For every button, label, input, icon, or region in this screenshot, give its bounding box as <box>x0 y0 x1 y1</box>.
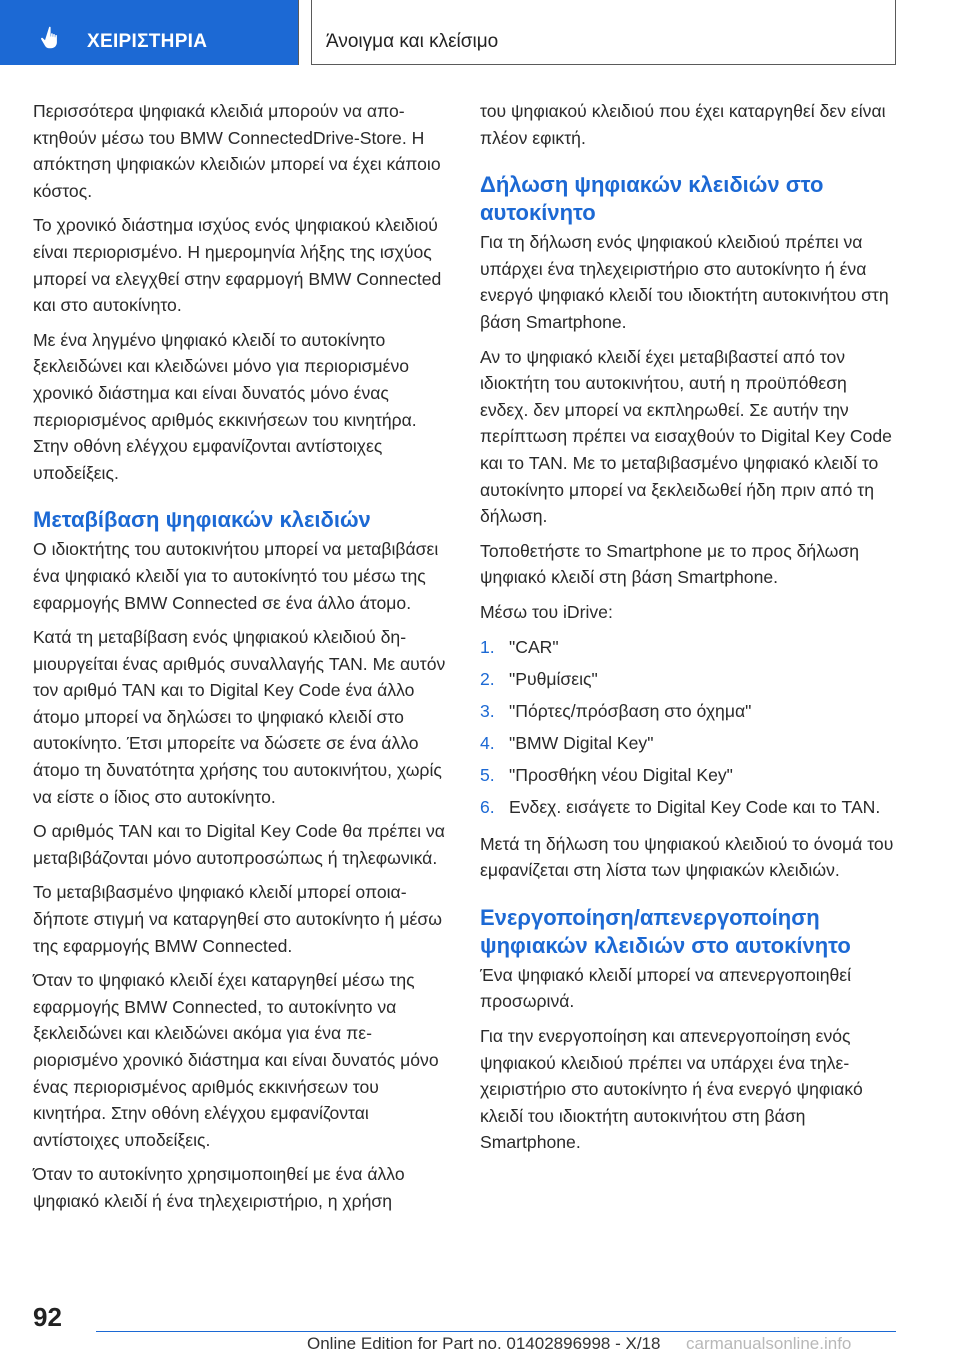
chapter-tab-label: ΧΕΙΡΙΣΤΗΡΙΑ <box>87 31 208 52</box>
list-item <box>480 698 896 725</box>
list-item <box>480 794 896 821</box>
step-text: "Προσθήκη νέου Digital Key" <box>509 764 733 785</box>
header-bottom-rule <box>312 64 896 65</box>
right-column <box>480 98 896 1164</box>
list-item <box>480 634 896 661</box>
paragraph: Ο αριθμός TAN και το Digital Key Code θα πρέπει να μεταβιβάζονται μόνο αυτοπροσώπως ή τηλεφωνικά. <box>33 821 445 868</box>
paragraph: Αν το ψηφιακό κλειδί έχει μεταβιβαστεί από τον ιδιοκτήτη του αυτοκινήτου, αυτή η προϋπόθεση ενδεχ. δεν μπορεί να εκπληρωθεί. Σε αυτήν την περίπτωση πρέπει να εισαχθούν το Digital Key Code και το TAN. Με το μεταβιβασμένο ψηφιακό κλειδί το αυτοκίνητο μπορεί να ξεκλειδωθεί ήδη πριν από τη δήλωση. <box>480 346 892 527</box>
hand-pointer-icon <box>40 25 66 51</box>
paragraph: Για την ενεργοποίηση και απενεργοποίηση ενός ψηφιακού κλειδιού πρέπει να υπάρχει ένα τηλεχειριστήριο στο αυτοκίνητο ή ένα ενεργό ψηφιακό κλειδί του ιδιοκτήτη αυτοκινήτου στη βάση Smartphone. <box>480 1025 863 1153</box>
left-column <box>33 98 449 1223</box>
header-divider <box>298 0 299 65</box>
paragraph: Τοποθετήστε το Smartphone με το προς δήλωση ψηφιακό κλειδί στη βάση Smartphone. <box>480 540 860 588</box>
header-divider-inner <box>311 0 312 65</box>
paragraph: Ένα ψηφιακό κλειδί μπορεί να απενεργοποιηθεί προσωρινά. <box>480 964 852 1012</box>
paragraph: Κατά τη μεταβίβαση ενός ψηφιακού κλειδιού δημιουργείται ένας αριθμός συναλλαγής TAN. Με αυτόν τον αριθμό TAN και το Digital Key Code ένα άλλο άτομο μπορεί να δηλώσει το ψηφιακό κλειδί στο αυτοκίνητο. Έτσι μπορείτε να δώσετε σε ένα άλλο άτομο τη δυνατότητα χρήσης του αυτοκινήτου, χωρίς να είστε ο ίδιος στο αυτοκίνητο. <box>33 627 446 807</box>
step-text: "Πόρτες/πρόσβαση στο όχημα" <box>509 700 752 721</box>
heading-declare-digital-keys: Δήλωση ψηφιακών κλειδιών στο αυτοκίνητο <box>480 172 824 226</box>
paragraph: Όταν το αυτοκίνητο χρησιμοποιηθεί με ένα άλλο ψηφιακό κλειδί ή ένα τηλεχειριστήριο, η χρήση <box>33 1164 405 1211</box>
step-text: Ενδεχ. εισάγετε το Digital Key Code και το TAN. <box>509 796 881 817</box>
section-title: Άνοιγμα και κλείσιμο <box>326 31 499 52</box>
list-item <box>480 666 896 693</box>
paragraph: Όταν το ψηφιακό κλειδί έχει καταργηθεί μέσω της εφαρμογής BMW Connected, το αυτοκίνητο να ξεκλειδώνει και κλειδώνει ακόμα για ένα περιορισμένο χρονικό διάστημα και είναι δυνατός μόνο ένας περιορισμένος αριθμός εκκινήσεων του κινητήρα. Στην οθόνη ελέγχου εμφανίζονται αντίστοιχες υποδείξεις. <box>33 970 439 1150</box>
paragraph: Το μεταβιβασμένο ψηφιακό κλειδί μπορεί οποιαδήποτε στιγμή να καταργηθεί στο αυτοκίνητο ή μέσω της εφαρμογής BMW Connected. <box>33 882 442 956</box>
footer-rule <box>96 1331 896 1332</box>
step-number: 2. <box>480 668 495 689</box>
step-number: 3. <box>480 700 495 721</box>
paragraph: Μέσω του iDrive: <box>480 601 613 622</box>
paragraph: του ψηφιακού κλειδιού που έχει καταργηθεί δεν είναι πλέον εφικτή. <box>480 101 886 148</box>
list-item <box>480 762 896 789</box>
step-number: 1. <box>480 636 495 657</box>
step-number: 4. <box>480 732 495 753</box>
step-text: "BMW Digital Key" <box>509 732 654 753</box>
heading-transfer-digital-keys: Μεταβίβαση ψηφιακών κλειδιών <box>33 507 371 533</box>
step-number: 6. <box>480 796 495 817</box>
paragraph: Μετά τη δήλωση του ψηφιακού κλειδιού το όνομά του εμφανίζεται στη λίστα των ψηφιακών κλειδιών. <box>480 833 894 881</box>
watermark: carmanualsonline.info <box>686 1334 852 1353</box>
step-text: "CAR" <box>509 636 559 657</box>
header-divider-right <box>895 0 896 65</box>
idrive-steps-list <box>480 634 896 821</box>
page-number: 92 <box>33 1302 62 1332</box>
paragraph: Περισσότερα ψηφιακά κλειδιά μπορούν να αποκτηθούν μέσω του BMW ConnectedDrive-Store. Η απόκτηση ψηφιακών κλειδιών μπορεί να έχει κάποιο κόστος. <box>33 101 441 201</box>
step-number: 5. <box>480 764 495 785</box>
paragraph: Ο ιδιοκτήτης του αυτοκινήτου μπορεί να μεταβιβάσει ένα ψηφιακό κλειδί για το αυτοκίνητό του μέσω της εφαρμογής BMW Connected σε ένα άλλο άτομο. <box>33 539 439 613</box>
chapter-tab[interactable] <box>0 0 299 65</box>
paragraph: Το χρονικό διάστημα ισχύος ενός ψηφιακού κλειδιού είναι περιορισμένο. Η ημερομηνία λήξης της ισχύος μπορεί να ελεγχθεί στην εφαρμογή BMW Connected και στο αυτοκίνητο. <box>33 215 442 316</box>
paragraph: Με ένα ληγμένο ψηφιακό κλειδί το αυτοκίνητο ξεκλειδώνει και κλειδώνει μόνο για περιορισμένο χρονικό διάστημα και είναι δυνατός μόνο ένας περιορισμένος αριθμός εκκινήσεων του κινητήρα. Στην οθόνη ελέγχου εμφανίζονται αντίστοιχες υποδείξεις. <box>33 329 417 483</box>
edition-text: Online Edition for Part no. 01402896998 - X/18 <box>307 1334 661 1353</box>
paragraph: Για τη δήλωση ενός ψηφιακού κλειδιού πρέπει να υπάρχει ένα τηλεχειριστήριο στο αυτοκίνητο ή ένα ενεργό ψηφιακό κλειδί του ιδιοκτήτη αυτοκινήτου στη βάση Smartphone. <box>480 232 889 332</box>
heading-activate-deactivate-keys: Ενεργοποίηση/απενεργοποίηση ψηφιακών κλειδιών στο αυτοκίνητο <box>480 904 851 958</box>
list-item <box>480 730 896 757</box>
step-text: "Ρυθμίσεις" <box>509 668 598 689</box>
